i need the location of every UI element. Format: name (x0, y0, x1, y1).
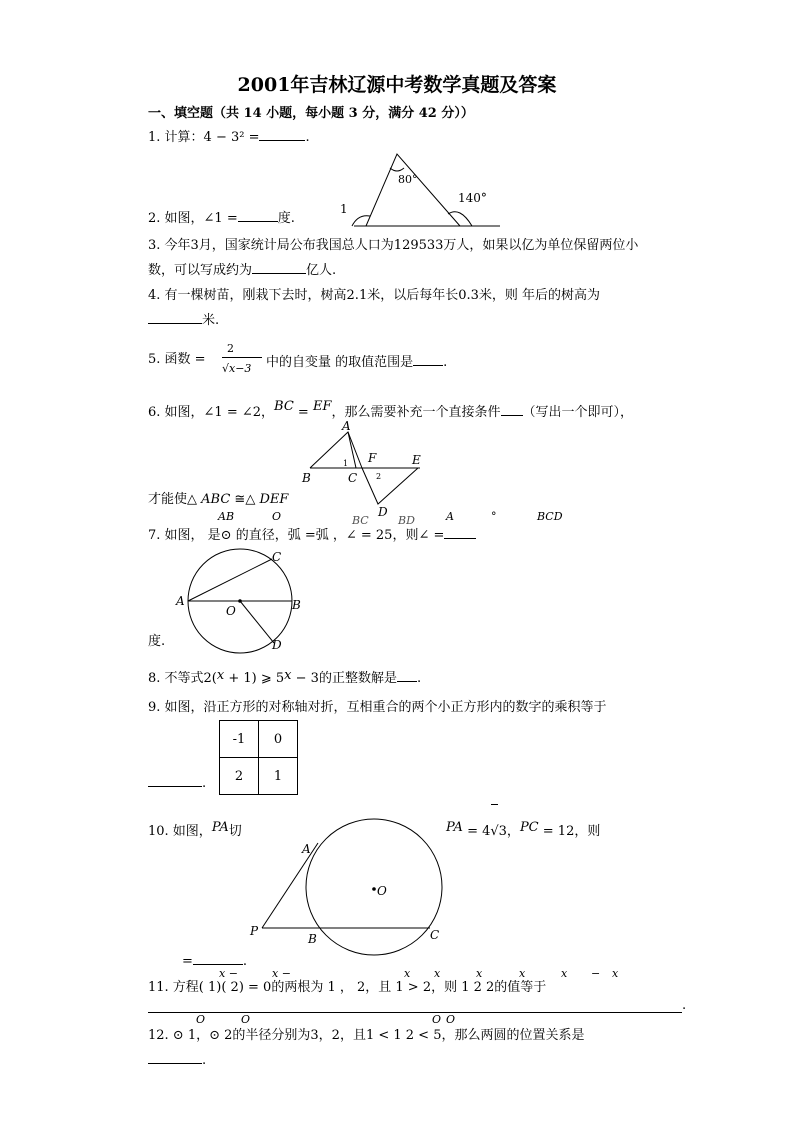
svg-text:A: A (176, 594, 185, 608)
fraction-bar (222, 357, 262, 358)
svg-text:E: E (412, 453, 421, 467)
svg-text:D: D (272, 638, 282, 652)
question-10: 10. 如图，PA切 (148, 820, 242, 839)
question-10-end: = . (182, 951, 247, 970)
svg-text:1: 1 (343, 459, 349, 468)
answer-line (148, 1012, 682, 1013)
question-11: 11. 方程( 1)( 2) = 0的两根为 1 ， 2，且 1 > 2，则 1 2 2的值等于 (148, 980, 547, 995)
angle-1-label: 1 (340, 202, 348, 216)
question-1: 1. 计算：4 − 3² = . (148, 127, 310, 146)
svg-text:P: P (250, 924, 259, 938)
angle-right-label: 140° (458, 191, 487, 205)
question-4-line1: 4. 有一棵树苗，刚栽下去时，树高2.1米，以后每年长0.3米，则 年后的树高为 (148, 288, 601, 303)
svg-text:C: C (348, 471, 358, 485)
question-5-rest: 中的自变量 的取值范围是 . (266, 352, 447, 371)
question-4-line2: 米. (148, 310, 219, 329)
svg-text:C: C (272, 550, 282, 564)
number-square-grid: -1 0 2 1 (219, 720, 298, 795)
congruent-triangles-figure (300, 420, 430, 520)
question-3-line2: 数，可以写成约为 亿人. (148, 260, 336, 279)
answer-blank (148, 1050, 202, 1064)
tangent-circle-figure (246, 815, 456, 950)
fraction-denominator: √x−3 (222, 362, 252, 375)
question-2: 2. 如图，∠1 = 度. (148, 208, 295, 227)
question-7: 7. 如图， 是⊙ 的直径，弧 =弧 ，∠ = 25，则∠ = (148, 525, 476, 544)
svg-text:D: D (378, 505, 388, 519)
question-12-end: . (148, 1050, 206, 1069)
answer-blank (148, 310, 202, 324)
svg-text:A: A (302, 842, 311, 856)
circle-diameter-figure (170, 545, 310, 655)
question-12: 12. ⊙ 1，⊙ 2的半径分别为3，2，且1 < 1 2 < 5，那么两圆的位置关系是 (148, 1028, 585, 1043)
svg-text:B: B (292, 598, 301, 612)
svg-text:B: B (308, 932, 317, 946)
answer-blank (444, 525, 476, 539)
question-9-end: . (148, 773, 206, 792)
svg-text:F: F (368, 451, 377, 465)
question-10-given: PA = 4√3，PC = 12，则 (446, 820, 601, 839)
question-5: 5. 函数 = (148, 352, 206, 367)
svg-text:O: O (226, 604, 236, 618)
answer-blank (238, 208, 278, 222)
question-6: 6. 如图，∠1 = ∠2，BC = EF，那么需要补充一个直接条件 （写出一个即可）， (148, 399, 634, 420)
answer-blank (252, 260, 306, 274)
svg-text:A: A (342, 419, 351, 433)
svg-text:2: 2 (376, 472, 382, 481)
svg-text:C: C (430, 928, 440, 942)
page-title: 2001年吉林辽源中考数学真题及答案 (237, 74, 557, 96)
section-heading: 一、填空题（共 14 小题，每小题 3 分，满分 42 分）） (148, 106, 474, 121)
angle-top-label: 80° (398, 173, 418, 186)
question-7-end: 度. (148, 634, 166, 649)
answer-blank (397, 668, 417, 682)
question-9: 9. 如图，沿正方形的对称轴对折，互相重合的两个小正方形内的数字的乘积等于 (148, 700, 607, 715)
svg-text:B: B (302, 471, 311, 485)
answer-blank (193, 951, 243, 965)
fraction-numerator: 2 (227, 342, 234, 355)
question-8: 8. 不等式2(x + 1) ⩾ 5x − 3的正整数解是 . (148, 668, 422, 686)
question-3-line1: 3. 今年3月，国家统计局公布我国总人口为129533万人，如果以亿为单位保留两位小 (148, 238, 639, 253)
triangle-figure (330, 150, 510, 230)
answer-blank (413, 352, 443, 366)
answer-blank (148, 773, 202, 787)
question-6-line2: 才能使△ ABC ≅△ DEF (148, 492, 289, 507)
answer-blank (501, 402, 523, 416)
svg-text:O: O (377, 884, 387, 898)
answer-blank (259, 127, 305, 141)
